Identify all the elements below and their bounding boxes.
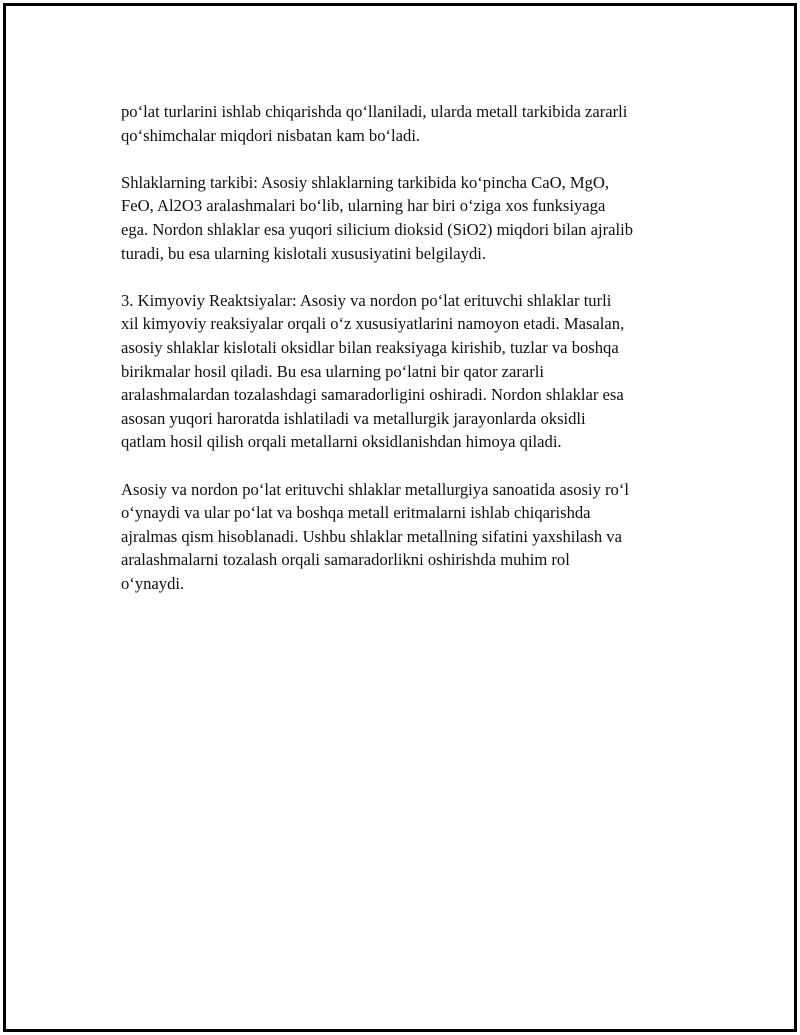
paragraph-intro-continuation: po‘lat turlarini ishlab chiqarishda qo‘llaniladi, ularda metall tarkibida zararli qo‘shimchalar miqdori nisbatan kam bo‘ladi. bbox=[121, 102, 628, 145]
paragraph-chemical-reactions: 3. Kimyoviy Reaktsiyalar: Asosiy va nordon po‘lat erituvchi shlaklar turli xil kimyoviy reaksiyalar orqali o‘z xususiyatlarini namoyon etadi. Masalan, asosiy shlaklar kislotali oksidlar bilan reaksiyaga kirishib, tuzlar va boshqa birikmalar hosil qiladi. Bu esa ularning po‘latni bir qator zararli aralashmalardan tozalashdagi samaradorligini oshiradi. Nordon shlaklar esa asosan yuqori haroratda ishlatiladi va metallurgik jarayonlarda oksidli qatlam hosil qilish orqali metallarni oksidlanishdan himoya qiladi. bbox=[121, 290, 625, 452]
paragraph-slag-composition: Shlaklarning tarkibi: Asosiy shlaklarning tarkibida ko‘pincha CaO, MgO, FeO, Al2O3 aralashmalari bo‘lib, ularning har biri o‘ziga xos funksiyaga ega. Nordon shlaklar esa yuqori silicium dioksid (SiO2) miqdori bilan ajralib turadi, bu esa ularning kislotali xususiyatini belgilaydi. bbox=[121, 172, 634, 263]
document-body bbox=[121, 100, 701, 619]
paragraph-conclusion: Asosiy va nordon po‘lat erituvchi shlaklar metallurgiya sanoatida asosiy ro‘l o‘ynaydi va ular po‘lat va boshqa metall eritmalarni ishlab chiqarishda ajralmas qism hisoblanadi. Ushbu shlaklar metallning sifatini yaxshilash va aralashmalarni tozalash orqali samaradorlikni oshirishda muhim rol o‘ynaydi. bbox=[121, 479, 629, 593]
page-frame bbox=[3, 3, 797, 1032]
